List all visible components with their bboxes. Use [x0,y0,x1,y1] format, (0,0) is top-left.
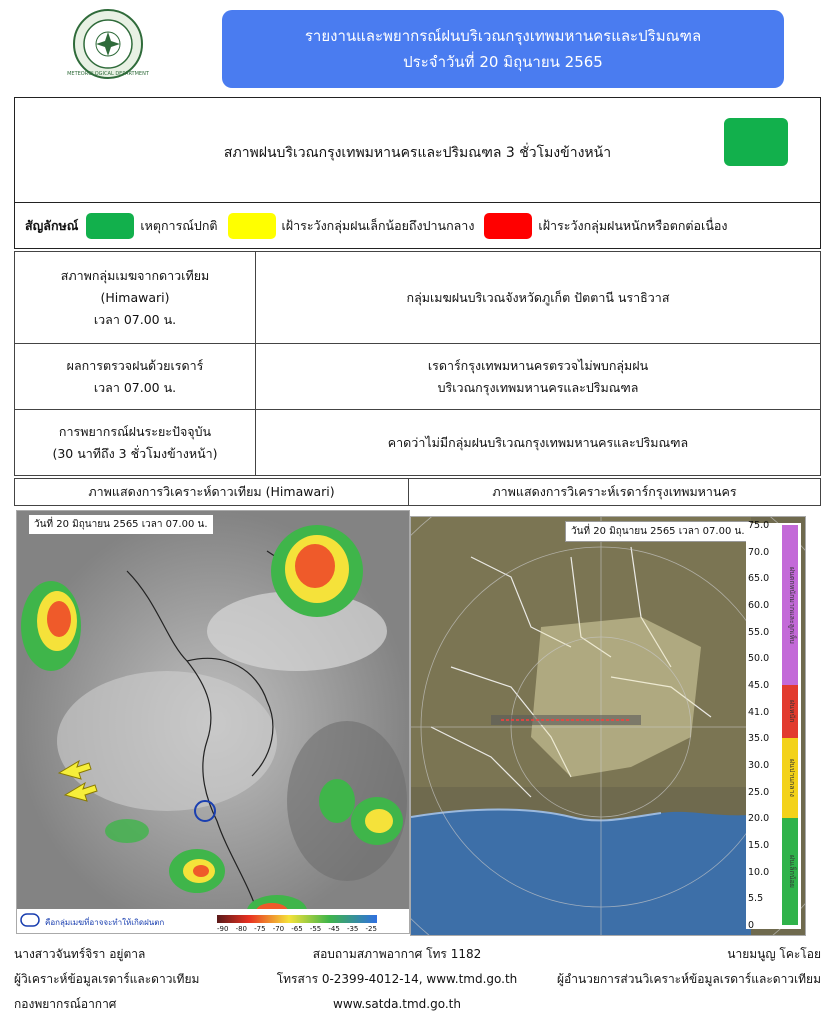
scale-tick: 35.0 [748,733,770,745]
scale-tick: 5.5 [748,893,764,905]
colorbar-tick: -90 [217,925,229,933]
footer-analyst: นางสาวจันทร์จิรา อยู่ตาล ผู้วิเคราะห์ข้อมูลเรดาร์และดาวเทียม กองพยากรณ์อากาศ [14,947,200,1011]
colorbar-tick: -25 [365,925,377,933]
colorbar-tick: -65 [291,925,303,933]
row-nowcast-label: การพยากรณ์ฝนระยะปัจจุบัน (30 นาทีถึง 3 ชั่วโมงข้างหน้า) [15,410,256,476]
radar-caption: ภาพแสดงการวิเคราะห์เรดาร์กรุงเทพมหานคร [492,484,737,499]
legend-text-moderate: เฝ้าระวังกลุ่มฝนเล็กน้อยถึงปานกลาง [281,217,475,233]
colorbar-tick: -80 [235,925,247,933]
image-captions [14,478,821,506]
satellite-legend-note: คือกลุ่มเมฆที่อาจจะทำให้เกิดฝนตก [45,918,165,927]
rain-status-box [14,97,821,203]
scale-band-label: ฝนตกหนักมากและลูกเห็บ [788,566,796,644]
scale-band-label: ฝนหนัก [788,700,796,723]
legend-swatch-heavy [484,213,532,239]
radar-image [410,516,806,936]
legend-text-heavy: เฝ้าระวังกลุ่มฝนหนักหรือตกต่อเนื่อง [538,217,728,233]
row-radar-value: เรดาร์กรุงเทพมหานครตรวจไม่พบกลุ่มฝน บริเวณกรุงเทพมหานครและปริมณฑล [256,344,821,410]
scale-tick: 70.0 [748,546,770,558]
footer-director: นายมนูญ โคะโอย ผู้อำนวยการส่วนวิเคราะห์ข้อมูลเรดาร์และดาวเทียม [556,947,821,986]
table-row [15,410,821,476]
rain-status-title: สภาพฝนบริเวณกรุงเทพมหานครและปริมณฑล 3 ชั่วโมงข้างหน้า [223,145,612,161]
report-table [14,251,821,476]
satellite-colorbar-ticks [217,925,377,933]
logo-text: METEOROLOGICAL DEPARTMENT [67,71,149,77]
colorbar-tick: -35 [346,925,359,933]
scale-tick: 0 [748,920,755,931]
satellite-timestamp: วันที่ 20 มิถุนายน 2565 เวลา 07.00 น. [29,515,213,534]
colorbar-tick: -45 [328,925,340,933]
satellite-caption: ภาพแสดงการวิเคราะห์ดาวเทียม (Himawari) [15,479,409,505]
legend-swatch-normal [86,213,134,239]
colorbar-tick: -75 [254,925,266,933]
radar-reflectivity-scale [746,520,801,931]
scale-tick: 15.0 [748,840,770,851]
scale-tick: 50.0 [748,653,770,665]
colorbar-tick: -70 [272,925,285,933]
scale-tick: 55.0 [748,626,770,638]
satellite-map [17,511,410,934]
legend-label: สัญลักษณ์ [25,217,79,233]
row-satellite-label: สภาพกลุ่มเมฆจากดาวเทียม (Himawari) เวลา 07.00 น. [15,252,256,344]
scale-tick: 10.0 [748,866,770,878]
scale-tick: 25.0 [748,786,770,798]
department-logo [58,6,158,82]
colorbar-tick: -55 [309,925,322,933]
row-radar-label: ผลการตรวจฝนด้วยเรดาร์ เวลา 07.00 น. [15,344,256,410]
scale-band-label: ฝนปานกลาง [788,759,796,798]
legend-text-normal: เหตุการณ์ปกติ [140,217,218,233]
row-satellite-value: กลุ่มเมฆฝนบริเวณจังหวัดภูเก็ต ปัตตานี นราธิวาส [256,252,821,344]
scale-tick: 45.0 [748,680,770,691]
legend-swatch-moderate [228,213,276,239]
row-nowcast-value: คาดว่าไม่มีกลุ่มฝนบริเวณกรุงเทพมหานครและปริมณฑล [256,410,821,476]
table-row [15,344,821,410]
symbol-legend [14,203,821,249]
table-row [15,252,821,344]
header-banner [222,10,784,88]
scale-tick: 20.0 [748,813,770,825]
footer-contact: สอบถามสภาพอากาศ โทร 1182 โทรสาร 0-2399-4012-14, www.tmd.go.th www.satda.tmd.go.th [276,947,518,1011]
status-indicator-swatch [724,118,788,166]
scale-tick: 41.0 [748,706,770,718]
scale-tick: 60.0 [748,600,770,611]
report-date: ประจำวันที่ 20 มิถุนายน 2565 [403,53,603,71]
satellite-image [16,510,410,934]
report-title: รายงานและพยากรณ์ฝนบริเวณกรุงเทพมหานครและปริมณฑล [304,27,702,45]
radar-timestamp: วันที่ 20 มิถุนายน 2565 เวลา 07.00 น. [565,521,751,542]
scale-tick: 65.0 [748,573,770,585]
scale-tick: 30.0 [748,760,770,771]
scale-band-label: ฝนเล็กน้อย [788,855,796,889]
scale-tick: 75.0 [748,520,770,531]
